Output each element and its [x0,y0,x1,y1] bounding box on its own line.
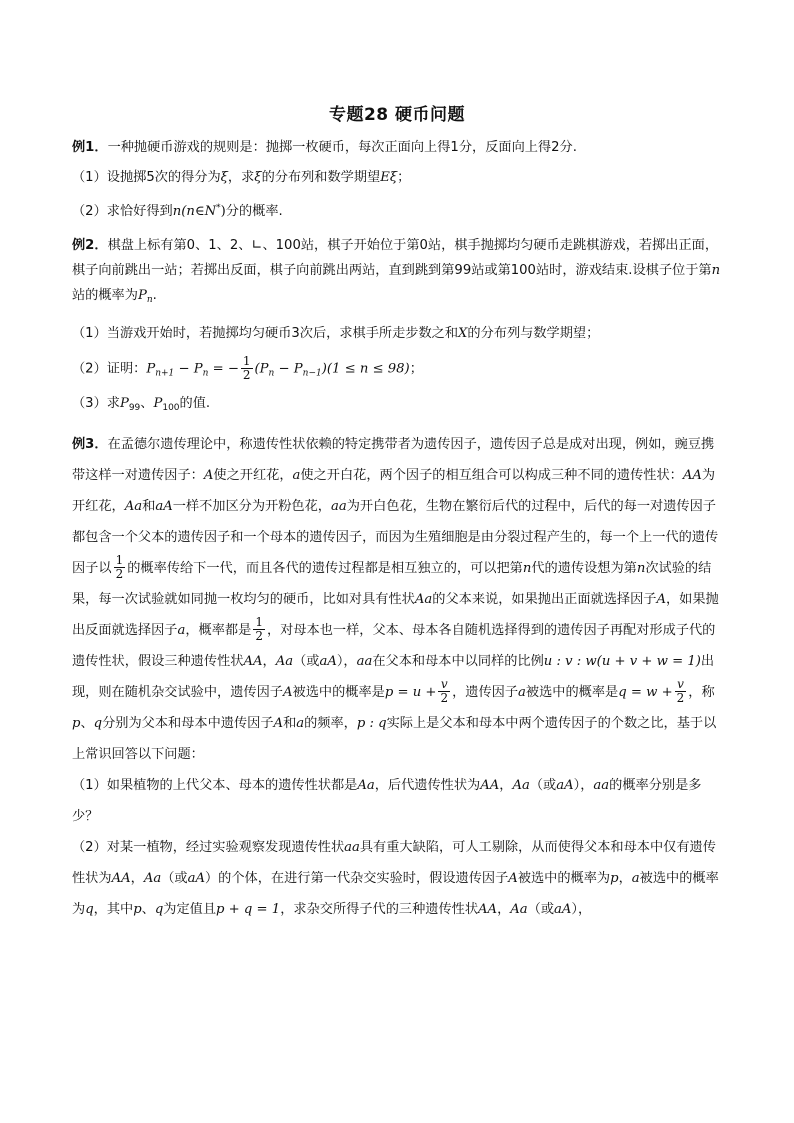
math-rec: P [146,361,156,377]
math-Aa: Aa [510,901,528,917]
ex3-text: 、 [80,715,94,731]
math-sub: n [202,368,209,379]
ex3-q2-text: 被选中的概率为 [72,870,719,917]
math-p: p [133,901,142,917]
frac-num: 1 [255,615,263,629]
ex3-q2-text: ， [618,870,632,886]
math-a: a [296,715,305,731]
ex3-stem [72,429,722,770]
ex1-q1-text: ； [397,170,411,185]
math-pq: p : q [356,715,387,731]
math-sub: n−1 [302,368,322,379]
ex3-text: 的概率传给下一代，而且各代的遗传过程都是相互独立的，可以把第 [127,560,523,576]
fraction-one-half [241,355,253,382]
ex2-stem-text: 棋盘上标有第0、1、2、 [107,238,252,253]
ex3-text: ，称 [688,684,715,700]
ex1-q1 [72,169,722,187]
math-sub: n [268,368,275,379]
ex3-text: 实际上是父本和母本中两个遗传因子的个数之比，基于以上常识回答以下问题： [72,715,717,762]
math-aa: aa [344,839,360,855]
ex3-text: 出现，则在随机杂交试验中，遗传因子 [72,653,715,700]
math-A: A [508,870,518,886]
ex3-q2-text: （或 [161,870,188,886]
ex2-q3-text: 、 [140,395,154,411]
fraction-v-half [438,678,450,705]
math-aa: aa [330,498,347,514]
ex3-text: ，概率都是 [185,622,252,638]
ex3-text: 在孟德尔遗传理论中，称遗传性状依赖的特定携带者为遗传因子，遗传因子总是成对出现，例如，豌豆携带这样一对遗传因子： [72,436,715,483]
math-Aa: Aa [275,653,294,669]
ex2-q2 [72,355,722,383]
math-Aa: Aa [124,498,143,514]
math-a: a [518,684,526,700]
math-xi: ξ [220,170,228,185]
math-AA: AA [480,777,500,793]
math-q: q [85,901,94,917]
ex2-stem-text: 、100站，棋子开始位于第0站，棋手抛掷均匀硬币走跳棋游戏，若掷出正面，棋子向前跳出一站；若掷出反面，棋子向前跳出两站，直到跳到第99站或第100站时，游戏结束.设棋子位于第 [72,238,719,278]
math-A: A [203,467,214,483]
math-sub-n: n [146,295,153,305]
frac-num: v [438,678,450,692]
math-pq-sum: p + q = 1 [216,901,281,917]
ex2-stem-text: . [152,288,157,303]
math-q: q [93,715,103,731]
ex2-q1-text: （1）当游戏开始时，若抛掷均匀硬币3次后，求棋手所走步数之和 [72,326,459,341]
ex3-q2-text: 、 [141,901,155,917]
math-rec: )(1 ≤ n ≤ 98) [321,361,410,377]
ex3-q2-text: 具有重大缺陷，可人工剔除，从而使得父本和母本中仅有遗传性状为 [72,839,716,886]
math-star: * [216,203,221,213]
ex2-stem-text: 站的概率为 [72,288,138,303]
math-AA: AA [682,467,702,483]
ex1-q2-text: （2）求恰好得到 [72,204,173,219]
math-P: P [153,395,163,411]
ex3-q1-text: ）， [573,777,594,793]
ex1-stem-text: 一种抛硬币游戏的规则是：抛掷一枚硬币，每次正面向上得1分，反面向上得2分. [107,140,577,155]
ex2-q2-text: ； [409,361,423,377]
ex3-text: ，遗传因子 [452,684,519,700]
math-Aa: Aa [357,777,375,793]
ex3-q1-text: 的概率分别是多少？ [72,777,702,824]
frac-den: 2 [255,629,263,643]
math-rec: − P [274,361,303,377]
ex3-text: ，如果抛出反面就选择因子 [72,591,719,638]
ex3-text: 和 [142,498,156,514]
math-aA: aA [155,498,173,514]
ex3-q2-text: ， [130,870,144,886]
ex1-stem [72,139,722,157]
ex2-q3-text: （3）求 [72,395,120,411]
frac-den: 2 [115,567,124,581]
ex2-label: 例2． [72,238,108,253]
ex3-q1-text: ， [499,777,513,793]
math-p: p [72,715,81,731]
ex1-q1-text: （1）设抛掷5次的得分为 [72,170,221,185]
ex1-q2-text: 分的概率. [225,204,283,219]
math-rec: = − [208,361,239,377]
math-Aa: Aa [512,777,530,793]
math-n: n [522,560,532,576]
math-A: A [283,684,293,700]
ex3-text: 和 [283,715,297,731]
math-P: P [119,395,129,411]
math-aA: aA [319,653,337,669]
ex3-label: 例3． [72,436,108,452]
math-n: n [636,560,646,576]
ex2-q1-text: 的分布列与数学期望； [467,326,600,341]
math-a: a [631,870,640,886]
ex2-q1 [72,325,722,343]
ex3-text: 的频率， [304,715,357,731]
ex3-q2-text: 为定值且 [163,901,217,917]
fraction-one-half [114,554,126,581]
math-aA: aA [556,777,574,793]
ex3-q1-text: （或 [529,777,557,793]
math-a: a [292,467,301,483]
math-sub: n+1 [155,368,175,379]
page-title: 专题28 硬币问题 [328,105,466,125]
math-paren: ) [220,204,226,219]
math-xi: ξ [254,170,262,185]
math-P: P [137,288,147,303]
ex3-text: ，对母本也一样，父本、母本各自随机选择得到的遗传因子再配对形成子代的遗传性状，假设三种遗传性状 [72,622,716,669]
math-q-eq: q = w + [618,684,673,700]
ex3-text: ， [262,653,276,669]
frac-den: 2 [242,368,251,382]
ex3-q2-text: ）的个体，在进行第一代杂交实验时，假设遗传因子 [204,870,509,886]
math-sub-100: 100 [162,402,180,413]
ex1-q1-text: ，求 [227,170,255,185]
math-rec: (P [254,361,269,377]
math-A: A [656,591,666,607]
ex3-q2-text: （2）对某一植物，经过实验观察发现遗传性状 [72,839,345,855]
math-aA: aA [554,901,572,917]
ex2-stem [72,233,722,313]
math-Aa: Aa [414,591,433,607]
ex2-q2-text: （2）证明： [72,361,147,377]
ex3-text: 分别为父本和母本中遗传因子 [102,715,274,731]
ex3-text: 使之开红花， [213,467,293,483]
ex3-q2-text: ， [497,901,511,917]
ex3-text: 被选中的概率是 [525,684,619,700]
math-rec: − P [174,361,203,377]
math-p: p [610,870,619,886]
ex3-q1-text: （1）如果植物的上代父本、母本的遗传性状都是 [72,777,358,793]
ex2-q3-text: 的值. [179,395,211,411]
ex3-text: 使之开白花，两个因子的相互组合可以构成三种不同的遗传性状： [300,467,683,483]
math-AA: AA [478,901,498,917]
math-sub-99: 99 [128,402,141,413]
ex3-text: 被选中的概率是 [292,684,385,700]
frac-num: 1 [242,354,251,368]
document-page [72,100,722,925]
ex3-text: （或 [293,653,320,669]
ex3-text: 为开白色花，生物在繁衍后代的过程中，后代的每一对遗传因子都包含一个父本的遗传因子和一个母本的遗传因子，而因为生殖细胞是由分裂过程产生的，每一个上一代的遗传因子以 [72,498,719,576]
ex3-q2-text: 被选中的概率为 [517,870,611,886]
fraction-one-half [253,616,265,643]
math-ratio: u : v : w(u + v + w = 1) [543,653,701,669]
math-AA: AA [243,653,263,669]
math-ellipsis: ∟ [251,238,263,253]
ex3-text: 为开红花， [72,467,716,514]
ex3-text: 在父本和母本中以同样的比例 [372,653,544,669]
ex2-q3 [72,395,722,417]
math-X: X [458,326,468,341]
math-p-eq: p = u + [384,684,437,700]
math-AA: AA [111,870,131,886]
math-Aa: Aa [143,870,162,886]
math-aA: aA [187,870,205,886]
math-aa: aa [593,777,610,793]
ex3-text: 次试验的结果，每一次试验就如同抛一枚均匀的硬币，比如对具有性状 [72,560,712,607]
ex3-text: ）， [336,653,357,669]
ex3-text: 的父本来说，如果抛出正面就选择因子 [432,591,657,607]
frac-den: 2 [676,691,685,705]
ex3-text: 一样不加区分为开粉色花， [172,498,331,514]
math-a: a [177,622,186,638]
ex3-q2 [72,832,722,925]
ex3-q2-text: ，求杂交所得子代的三种遗传性状 [280,901,479,917]
math-A: A [273,715,284,731]
frac-num: 1 [115,553,124,567]
math-q: q [154,901,164,917]
ex3-text: 代的遗传设想为第 [531,560,637,576]
ex3-q1 [72,770,722,832]
ex3-q2-text: ，其中 [93,901,134,917]
frac-den: 2 [440,691,449,705]
math-expectation: Eξ [380,170,398,185]
frac-num: v [675,678,687,692]
fraction-v-half [675,678,687,705]
ex1-label: 例1． [72,140,108,155]
math-aa: aa [356,653,373,669]
ex3-q2-text: （或 [527,901,555,917]
ex3-q2-text: ）， [571,901,592,917]
math-n-in-N: n(n∈N [172,204,217,219]
ex1-q1-text: 的分布列和数学期望 [261,170,381,185]
math-n: n [711,263,721,278]
ex3-q1-text: ，后代遗传性状为 [374,777,481,793]
ex1-q2 [72,199,722,221]
